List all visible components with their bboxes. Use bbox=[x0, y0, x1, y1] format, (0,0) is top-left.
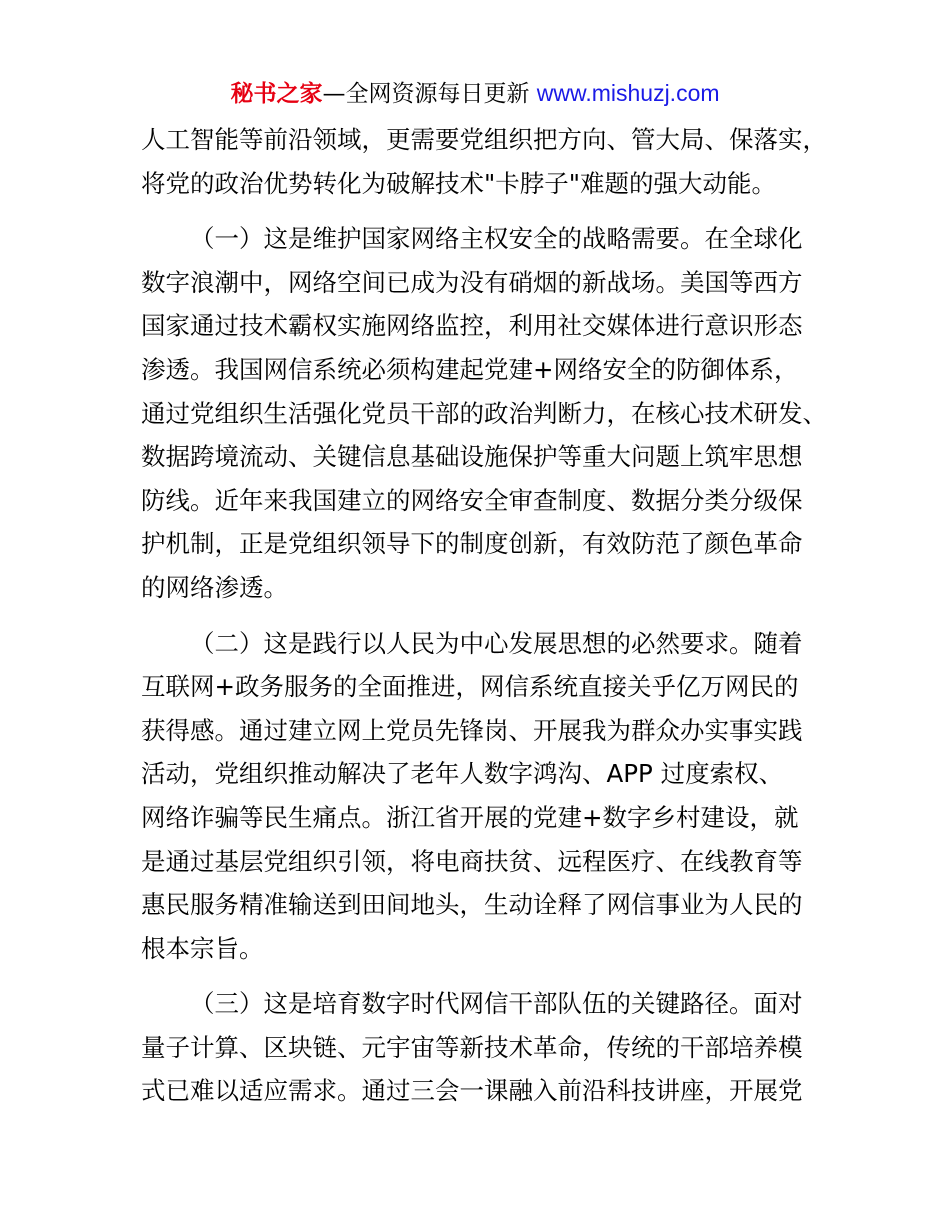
document-body bbox=[141, 118, 827, 1113]
brand-name: 秘书之家 bbox=[230, 81, 323, 107]
text-line: 护机制，正是党组织领导下的制度创新，有效防范了颜色革命 bbox=[141, 529, 803, 559]
text-line: 数据跨境流动、关键信息基础设施保护等重大问题上筑牢思想 bbox=[141, 442, 803, 472]
site-url-link[interactable]: www.mishuzj.com bbox=[536, 80, 720, 106]
text-line: 式已难以适应需求。通过三会一课融入前沿科技讲座，开展党 bbox=[141, 1076, 803, 1106]
text-line: 国家通过技术霸权实施网络监控，利用社交媒体进行意识形态 bbox=[141, 311, 803, 341]
text-line: 网络诈骗等民生痛点。浙江省开展的党建+数字乡村建设，就 bbox=[141, 802, 799, 832]
text-line: （三）这是培育数字时代网信干部队伍的关键路径。面对 bbox=[190, 989, 803, 1019]
text-line: （二）这是践行以人民为中心发展思想的必然要求。随着 bbox=[190, 628, 803, 658]
text-line: 的网络渗透。 bbox=[141, 572, 288, 602]
text-line: 量子计算、区块链、元宇宙等新技术革命，传统的干部培养模 bbox=[141, 1032, 803, 1062]
text-line: 活动，党组织推动解决了老年人数字鸿沟、APP 过度索权、 bbox=[141, 759, 784, 789]
text-line: 获得感。通过建立网上党员先锋岗、开展我为群众办实事实践 bbox=[141, 715, 803, 745]
text-line: 是通过基层党组织引领，将电商扶贫、远程医疗、在线教育等 bbox=[141, 846, 803, 876]
text-line: 数字浪潮中，网络空间已成为没有硝烟的新战场。美国等西方 bbox=[141, 267, 803, 297]
paragraph bbox=[141, 982, 821, 1113]
text-line: 根本宗旨。 bbox=[141, 933, 264, 963]
text-line: 惠民服务精准输送到田间地头，生动诠释了网信事业为人民的 bbox=[141, 890, 803, 920]
text-line: 人工智能等前沿领域，更需要党组织把方向、管大局、保落实， bbox=[141, 125, 827, 154]
paragraph bbox=[141, 622, 821, 971]
text-line: （一）这是维护国家网络主权安全的战略需要。在全球化 bbox=[190, 224, 803, 254]
text-line: 将党的政治优势转化为破解技术"卡脖子"难题的强大动能。 bbox=[141, 168, 777, 198]
paragraph bbox=[141, 118, 827, 205]
text-line: 通过党组织生活强化党员干部的政治判断力，在核心技术研发、 bbox=[141, 398, 827, 428]
paragraph bbox=[141, 217, 827, 609]
header-slogan: —全网资源每日更新 bbox=[322, 81, 537, 107]
text-line: 防线。近年来我国建立的网络安全审查制度、数据分类分级保 bbox=[141, 485, 803, 515]
text-line: 渗透。我国网信系统必须构建起党建+网络安全的防御体系， bbox=[141, 354, 799, 384]
text-line: 互联网+政务服务的全面推进，网信系统直接关乎亿万网民的 bbox=[141, 672, 799, 702]
page-header bbox=[0, 78, 950, 109]
